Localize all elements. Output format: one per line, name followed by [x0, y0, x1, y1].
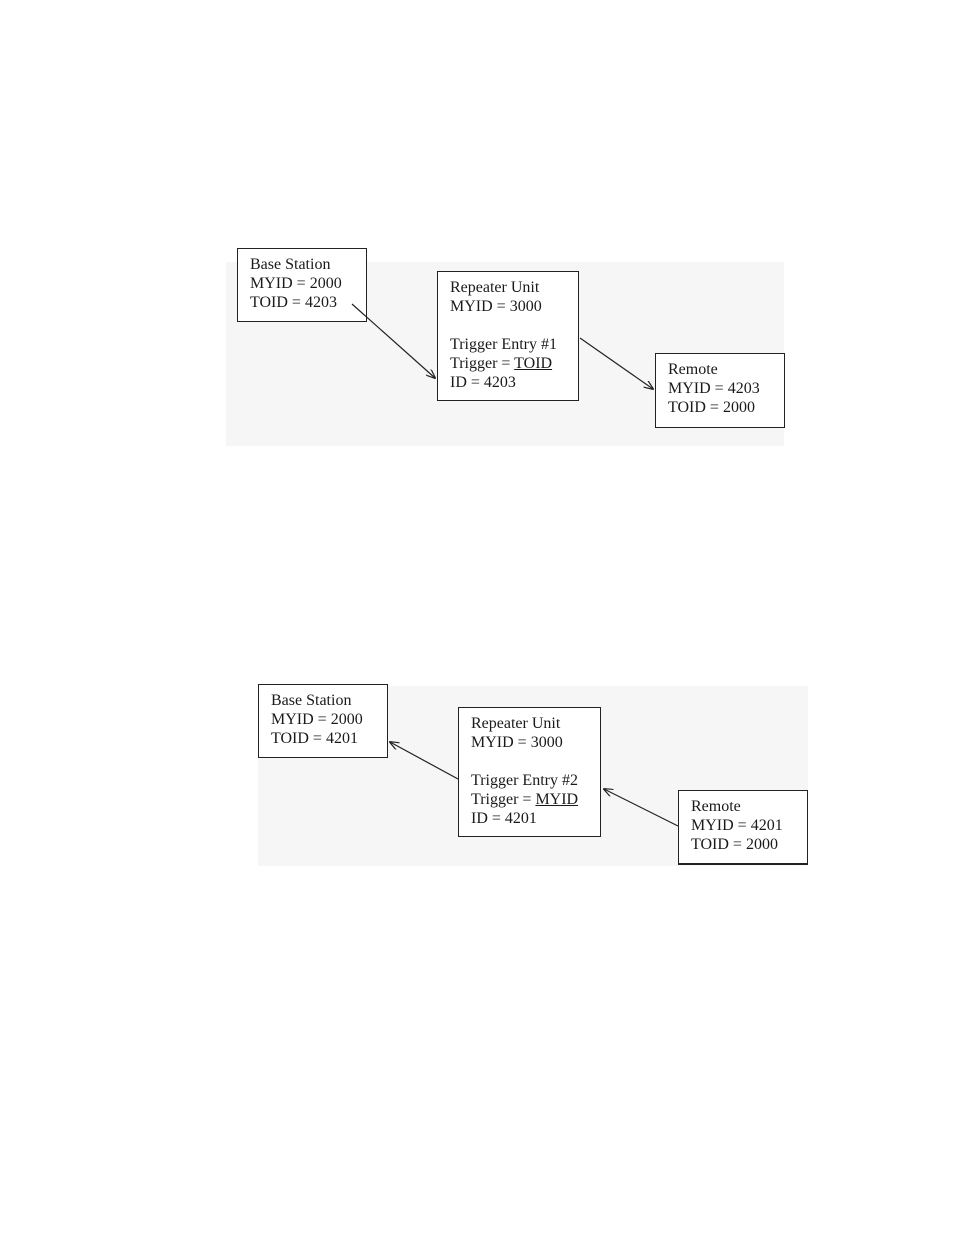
repeater-id: ID = 4203 — [450, 374, 516, 391]
base-station-title: Base Station — [271, 692, 352, 709]
remote-myid: MYID = 4203 — [668, 380, 760, 397]
base-station-title: Base Station — [250, 256, 331, 273]
repeater-trigger-prefix: Trigger = — [471, 791, 536, 808]
repeater-id: ID = 4201 — [471, 810, 537, 827]
repeater-trigger-prefix: Trigger = — [450, 355, 515, 372]
repeater-trigger-keyword: TOID — [514, 355, 553, 372]
base-station-toid: TOID = 4201 — [271, 730, 358, 747]
repeater-title: Repeater Unit — [450, 279, 540, 296]
arrow-remote-to-repeater — [604, 789, 678, 826]
arrow-repeater-to-remote — [580, 338, 653, 389]
base-station-myid: MYID = 2000 — [250, 275, 342, 292]
repeater-title: Repeater Unit — [471, 715, 561, 732]
arrow-repeater-to-base — [390, 742, 458, 779]
base-station-myid: MYID = 2000 — [271, 711, 363, 728]
remote-toid: TOID = 2000 — [668, 399, 755, 416]
repeater-trigger-keyword: MYID — [535, 791, 579, 808]
repeater-myid: MYID = 3000 — [471, 734, 563, 751]
base-station-toid: TOID = 4203 — [250, 294, 337, 311]
remote-title: Remote — [668, 361, 718, 378]
remote-myid: MYID = 4201 — [691, 817, 783, 834]
repeater-trigger-entry: Trigger Entry #2 — [471, 772, 578, 789]
repeater-myid: MYID = 3000 — [450, 298, 542, 315]
remote-toid: TOID = 2000 — [691, 836, 778, 853]
remote-title: Remote — [691, 798, 741, 815]
repeater-trigger-entry: Trigger Entry #1 — [450, 336, 557, 353]
arrow-base-to-repeater — [352, 304, 435, 378]
